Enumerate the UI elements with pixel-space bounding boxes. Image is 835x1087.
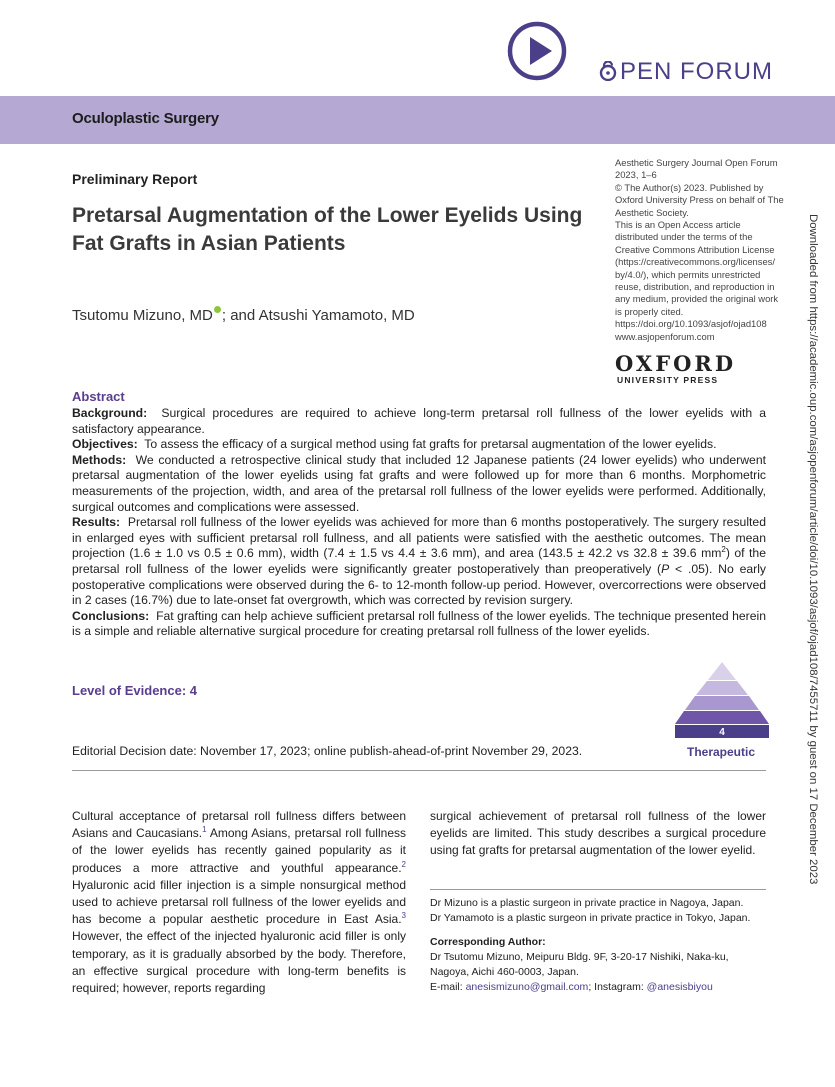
abstract-label: Results: — [72, 515, 121, 530]
body-text: Cultural acceptance of pretarsal roll fullness differs between Asians and Caucasians. — [72, 809, 406, 841]
journal-info-line: © The Author(s) 2023. Published by — [615, 181, 764, 193]
abstract-body — [72, 406, 766, 640]
author-2: Atsushi Yamamoto, MD — [258, 307, 415, 324]
journal-info-line: This is an Open Access article — [615, 219, 741, 231]
corresponding-author-heading: Corresponding Author: — [430, 936, 546, 948]
author-separator: ; and — [221, 307, 259, 324]
instagram-label: ; Instagram: — [588, 981, 647, 993]
journal-info-line: 2023, 1–6 — [615, 169, 657, 181]
body-text: Hyaluronic acid filler injection is a simple nonsurgical method used to achieve pretarsal roll fullness of the lower eyelids and has become a popular aesthetic procedure in East Asia. — [72, 877, 406, 927]
body-text: Among Asians, pretarsal roll fullness of the lower eyelids has recently gained popularity as it produces a more attractive and youthful appearance. — [72, 826, 406, 875]
pyramid-level-label: 4 — [719, 727, 725, 738]
open-forum-text: PEN FORUM — [620, 58, 773, 85]
abstract-results — [72, 515, 766, 609]
download-note — [797, 214, 821, 885]
journal-info — [615, 157, 784, 343]
affiliation-line: Dr Yamamoto is a plastic surgeon in private practice in Tokyo, Japan. — [430, 912, 751, 924]
email-label: E-mail: — [430, 981, 466, 993]
abstract-text: < .05). No early postoperative complications were observed during the 6- to 12-month follow-up period. However, overcorrections were observed in 2 cases (16.7%) due to late-onset fat overgrowth, which was corrected by revision surgery. — [72, 561, 766, 608]
address-line: Dr Tsutomu Mizuno, Meipuru Bldg. 9F, 3-20-17 Nishiki, Naka-ku, — [430, 951, 729, 963]
license-link[interactable]: (https://creativecommons.org/licenses/ — [615, 256, 775, 268]
open-forum-logo — [598, 58, 773, 86]
divider — [72, 770, 766, 771]
contact-line — [430, 980, 770, 995]
email-link[interactable]: anesismizuno@gmail.com — [465, 981, 589, 993]
reference-link[interactable]: 2 — [401, 859, 406, 869]
editorial-dates: Editorial Decision date: November 17, 2023; online publish-ahead-of-print November 29, 2023. — [72, 744, 583, 758]
author-1: Tsutomu Mizuno, MD — [72, 307, 213, 324]
section-label: Oculoplastic Surgery — [72, 110, 219, 127]
abstract-text: We conducted a retrospective clinical study that included 12 Japanese patients (24 lower eyelids) who underwent pretarsal augmentation of the lower eyelids using fat grafts and were followed up for more than 6 months. Morphometric measurements of the projection, width, and area of the pretarsal roll fullness of the lower eyelids were performed. Additionally, surgical outcomes and complications were assessed. — [72, 452, 766, 514]
body-text: However, the effect of the injected hyaluronic acid filler is only temporary, as it is gradually absorbed by the body. Therefore, an effective surgical procedure with long-term benefits is required; however, reports regarding — [72, 929, 406, 996]
abstract-text: To assess the efficacy of a surgical method using fat grafts for pretarsal augmentation of the lower eyelids. — [144, 437, 717, 452]
p-value-symbol: P — [661, 561, 670, 576]
orcid-icon[interactable] — [214, 306, 221, 313]
abstract-label: Background: — [72, 406, 148, 420]
journal-info-line: distributed under the terms of the — [615, 231, 753, 243]
divider — [430, 889, 766, 890]
abstract-label: Methods: — [72, 452, 127, 467]
abstract-text: Surgical procedures are required to achieve long-term pretarsal roll fullness of the lower eyelids with a satisfactory appearance. — [72, 406, 766, 436]
journal-info-line: Oxford University Press on behalf of The — [615, 194, 784, 206]
download-note-text: Downloaded from https://academic.oup.com/asjopenforum/article/doi/10.1093/asjof/ojad108/7455711 by guest on 17 December 2023 — [807, 214, 819, 885]
abstract-conclusions — [72, 609, 766, 640]
journal-info-line: reuse, distribution, and reproduction in — [615, 281, 775, 293]
body-column-right: surgical achievement of pretarsal roll fullness of the lower eyelids are limited. This study describes a surgical procedure using fat grafts for pretarsal augmentation of the lower eyelid. — [430, 809, 766, 858]
reference-link[interactable]: 1 — [202, 825, 207, 835]
journal-info-line: Aesthetic Society. — [615, 206, 689, 218]
journal-info-line: any medium, provided the original work — [615, 293, 779, 305]
journal-website-link[interactable]: www.asjopenforum.com — [615, 330, 715, 342]
evidence-pyramid-icon — [674, 660, 770, 762]
corresponding-author-details — [430, 950, 770, 995]
abstract-heading: Abstract — [72, 389, 125, 404]
oxford-logo-subtitle: UNIVERSITY PRESS — [617, 375, 719, 385]
address-line: Nagoya, Aichi 460-0003, Japan. — [430, 966, 579, 978]
journal-info-line: Aesthetic Surgery Journal Open Forum — [615, 157, 778, 168]
abstract-label: Objectives: — [72, 437, 138, 452]
instagram-link[interactable]: @anesisbiyou — [646, 981, 713, 993]
abstract-methods — [72, 453, 766, 515]
level-of-evidence: Level of Evidence: 4 — [72, 683, 197, 698]
oxford-logo: OXFORD — [615, 351, 737, 376]
abstract-text: Pretarsal roll fullness of the lower eyelids was achieved for more than 6 months postoperatively. The surgery resulted in enlarged eyes with sufficient pretarsal roll fullness, and all patients were satisfied with the aesthetic outcomes. The mean projection (1.6 ± 1.0 vs 0.5 ± 0.6 mm), width (7.4 ± 1.5 vs 4.4 ± 3.6 mm), and area (143.5 ± 42.2 vs 32.8 ± 39.6 mm — [72, 515, 766, 561]
superscript: 2 — [721, 545, 726, 555]
author-line — [72, 306, 415, 324]
author-affiliations — [430, 896, 770, 926]
body-column-left — [72, 808, 406, 997]
abstract-text: ) of the pretarsal roll fullness of the lower eyelids were significantly greater postoperatively than preoperatively ( — [72, 546, 766, 576]
lock-icon — [598, 61, 618, 81]
article-title: Pretarsal Augmentation of the Lower Eyelids Using Fat Grafts in Asian Patients — [72, 204, 583, 255]
pyramid-caption: Therapeutic — [686, 745, 756, 759]
abstract-objectives — [72, 437, 766, 453]
affiliation-line: Dr Mizuno is a plastic surgeon in private practice in Nagoya, Japan. — [430, 897, 744, 909]
article-type: Preliminary Report — [72, 171, 198, 187]
abstract-text: Fat grafting can help achieve sufficient pretarsal roll fullness of the lower eyelids. The technique presented herein is a simple and reliable alternative surgical procedure for creating pretarsal roll fullness of the lower eyelids. — [72, 608, 766, 639]
play-circle-icon[interactable] — [506, 20, 568, 82]
abstract-background — [72, 406, 766, 437]
doi-link[interactable]: https://doi.org/10.1093/asjof/ojad108 — [615, 318, 767, 330]
reference-link[interactable]: 3 — [401, 911, 406, 921]
abstract-label: Conclusions: — [72, 608, 150, 623]
journal-info-line: is properly cited. — [615, 305, 684, 317]
journal-info-line: Creative Commons Attribution License — [615, 243, 775, 255]
journal-info-line: by/4.0/), which permits unrestricted — [615, 268, 761, 280]
